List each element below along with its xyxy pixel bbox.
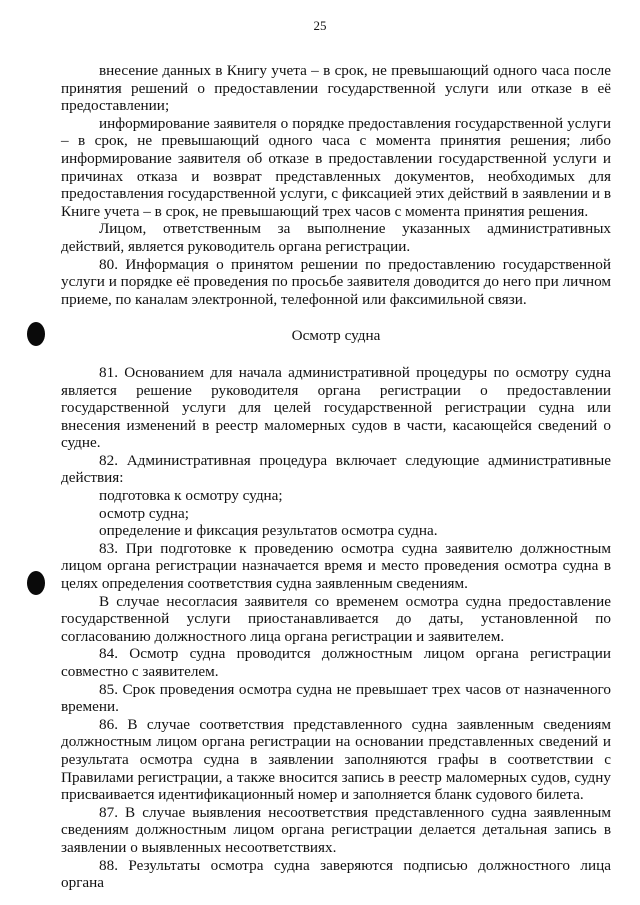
paragraph: 80. Информация о принятом решении по предоставлению государственной услуги и порядке её проведения по просьбе заявителя доводится до него при личном приеме, по каналам электронной, телефонной или факсимильной связи.	[61, 255, 611, 308]
paragraph: 85. Срок проведения осмотра судна не превышает трех часов от назначенного времени.	[61, 680, 611, 716]
punch-hole-bottom	[27, 571, 45, 595]
punch-hole-top	[27, 322, 45, 346]
paragraph: информирование заявителя о порядке предоставления государственной услуги – в срок, не превышающий одного часа с момента принятия решения; либо информирование заявителя об отказе в предоставлении государственной услуги и причинах отказа и возврат представленных документов, необходимых для предоставления государственной услуги, с фиксацией этих действий в заявлении и в Книге учета – в срок, не превышающий трех часов с момента принятия решения.	[61, 114, 611, 220]
list-item: осмотр судна;	[99, 504, 189, 522]
paragraph: 87. В случае выявления несоответствия представленного судна заявленным сведениям должностным лицом органа регистрации делается детальная запись в заявлении о выявленных несоответствиях.	[61, 803, 611, 856]
document-body	[61, 62, 611, 892]
paragraph: 82. Административная процедура включает следующие административные действия:	[61, 451, 611, 487]
paragraph: 86. В случае соответствия представленного судна заявленным сведениям должностным лицом органа регистрации на основании представленных сведений и результата осмотра судна в заявлении заполняются графы в соответствии с Правилами регистрации, а также вносится запись в реестр маломерных судов, судну присваивается идентификационный номер и заполняется бланк судового билета.	[61, 715, 611, 804]
paragraph: 88. Результаты осмотра судна заверяются подписью должностного лица органа	[61, 856, 611, 892]
page-number: 25	[313, 18, 327, 33]
list-item: определение и фиксация результатов осмотра судна.	[99, 522, 438, 540]
section-heading: Осмотр судна	[291, 327, 381, 345]
paragraph: 83. При подготовке к проведению осмотра судна заявителю должностным лицом органа регистрации назначается время и место проведения осмотра судна в целях определения соответствия судна заявленным сведениям.	[61, 539, 611, 593]
paragraph: В случае несогласия заявителя со временем осмотра судна предоставление государственной услуги приостанавливается до даты, установленной по согласованию должностного лица органа регистрации и заявителем.	[61, 592, 611, 645]
paragraph: 81. Основанием для начала административной процедуры по осмотру судна является решение руководителя органа регистрации о предоставлении государственной услуги для целей государственной регистрации судна или внесения изменений в реестр маломерных судов в части, касающейся сведений о судне.	[61, 363, 611, 452]
list-item: подготовка к осмотру судна;	[99, 487, 283, 505]
paragraph: внесение данных в Книгу учета – в срок, не превышающий одного часа после принятия решений о предоставлении государственной услуги или отказе в её предоставлении;	[61, 62, 611, 115]
paragraph: 84. Осмотр судна проводится должностным лицом органа регистрации совместно с заявителем.	[61, 645, 611, 680]
paragraph: Лицом, ответственным за выполнение указанных административных действий, является руководитель органа регистрации.	[61, 220, 611, 255]
